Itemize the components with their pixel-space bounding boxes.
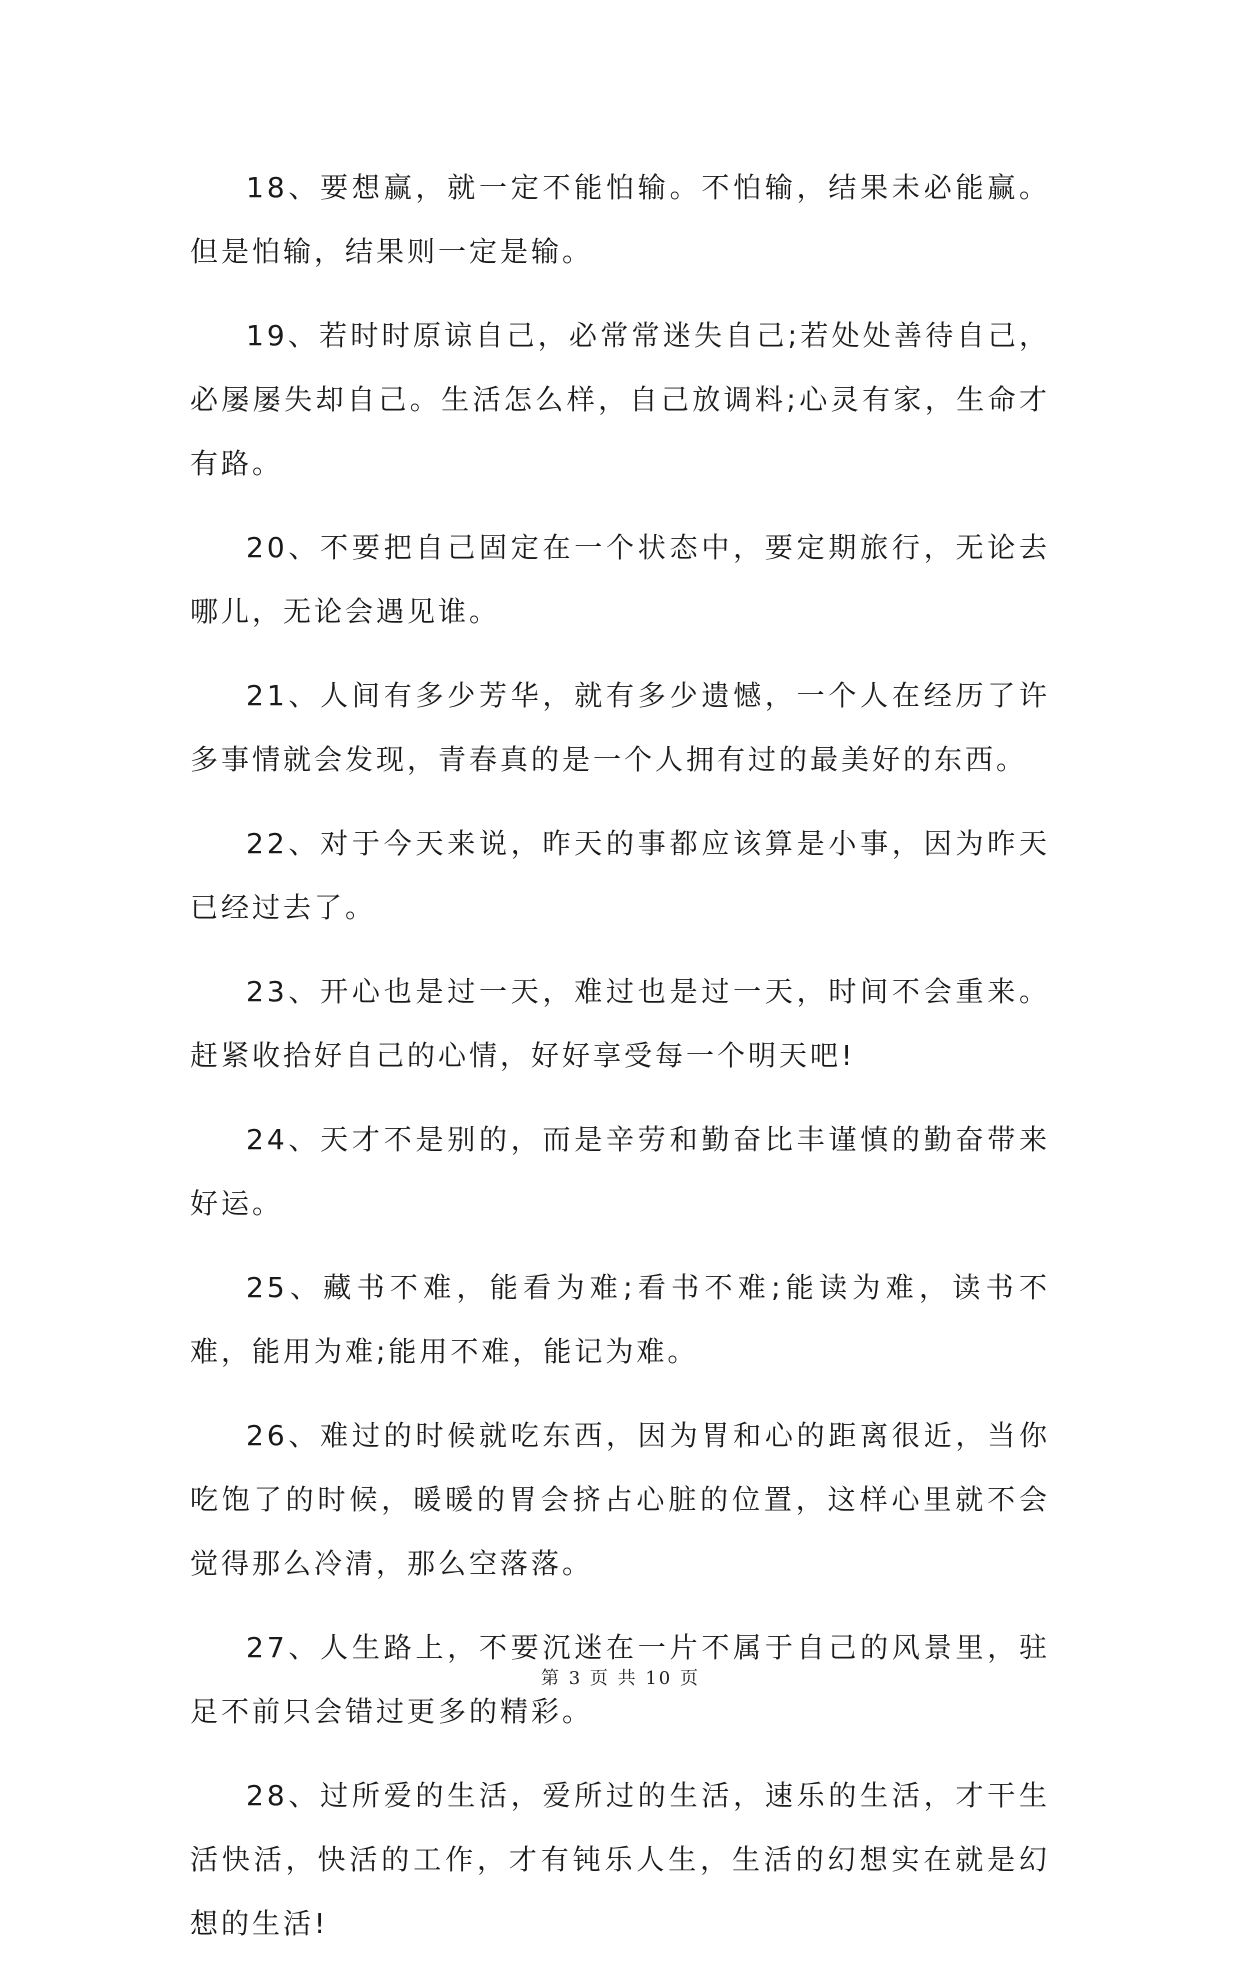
paragraph-20: 20、不要把自己固定在一个状态中，要定期旅行，无论去哪儿，无论会遇见谁。 <box>190 531 1050 628</box>
paragraph-23: 23、开心也是过一天，难过也是过一天，时间不会重来。赶紧收拾好自己的心情，好好享受每一个明天吧! <box>190 975 1050 1072</box>
paragraph-25: 25、藏书不难，能看为难;看书不难;能读为难，读书不难，能用为难;能用不难，能记为难。 <box>190 1271 1050 1368</box>
paragraph-28: 28、过所爱的生活，爱所过的生活，速乐的生活，才干生活快活，快活的工作，才有钝乐人生，生活的幻想实在就是幻想的生活! <box>190 1779 1050 1940</box>
page-number-footer: 第 3 页 共 10 页 <box>541 1668 700 1689</box>
paragraph-22: 22、对于今天来说，昨天的事都应该算是小事，因为昨天已经过去了。 <box>190 827 1050 924</box>
paragraph-26: 26、难过的时候就吃东西，因为胃和心的距离很近，当你吃饱了的时候，暖暖的胃会挤占心脏的位置，这样心里就不会觉得那么冷清，那么空落落。 <box>190 1419 1050 1580</box>
paragraph-21: 21、人间有多少芳华，就有多少遗憾，一个人在经历了许多事情就会发现，青春真的是一个人拥有过的最美好的东西。 <box>190 679 1050 776</box>
paragraph-24: 24、天才不是别的，而是辛劳和勤奋比丰谨慎的勤奋带来好运。 <box>190 1123 1050 1220</box>
document-body <box>190 156 1050 1976</box>
paragraph-18: 18、要想赢，就一定不能怕输。不怕输，结果未必能赢。但是怕输，结果则一定是输。 <box>190 171 1050 268</box>
paragraph-19: 19、若时时原谅自己，必常常迷失自己;若处处善待自己，必屡屡失却自己。生活怎么样，自己放调料;心灵有家，生命才有路。 <box>190 319 1050 480</box>
paragraph-27: 27、人生路上，不要沉迷在一片不属于自己的风景里，驻足不前只会错过更多的精彩。 <box>190 1631 1050 1728</box>
